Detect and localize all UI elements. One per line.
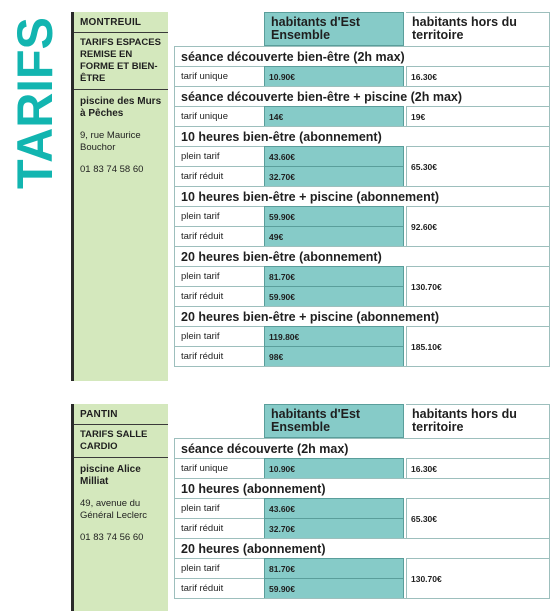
price-est-ensemble: 59.90€ <box>264 578 404 598</box>
row-label: plein tarif <box>174 266 264 286</box>
location-name: MONTREUIL <box>74 12 168 33</box>
price-hors: 130.70€ <box>406 558 550 598</box>
section-title: séance découverte (2h max) <box>174 438 550 458</box>
price-est-ensemble: 49€ <box>264 226 404 246</box>
row-group <box>174 206 550 246</box>
price-hors: 130.70€ <box>406 266 550 306</box>
row-label: tarif réduit <box>174 226 264 246</box>
price-est-ensemble: 59.90€ <box>264 206 404 226</box>
price-est-ensemble: 59.90€ <box>264 286 404 306</box>
row-label: plein tarif <box>174 146 264 166</box>
row-group <box>174 558 550 599</box>
price-hors: 16.30€ <box>406 458 550 478</box>
row-group <box>174 146 550 186</box>
price-est-ensemble: 98€ <box>264 346 404 366</box>
row-label: tarif unique <box>174 66 264 86</box>
row-label: tarif réduit <box>174 166 264 186</box>
price-est-ensemble: 43.60€ <box>264 498 404 518</box>
table-row <box>174 106 550 126</box>
section-title: séance découverte bien-être (2h max) <box>174 46 550 66</box>
row-label: tarif réduit <box>174 286 264 306</box>
row-label: plein tarif <box>174 498 264 518</box>
section-title: 20 heures bien-être + piscine (abonnement) <box>174 306 550 326</box>
table-row <box>174 458 550 478</box>
tariff-subtitle: TARIFS SALLE CARDIO <box>74 425 168 458</box>
price-est-ensemble: 10.90€ <box>264 66 404 86</box>
price-est-ensemble: 81.70€ <box>264 266 404 286</box>
montreuil-sidebar <box>71 12 168 381</box>
header-hors-territoire: habitants hors du territoire <box>406 12 550 46</box>
price-est-ensemble: 14€ <box>264 106 404 126</box>
price-hors: 65.30€ <box>406 146 550 186</box>
row-label: plein tarif <box>174 206 264 226</box>
price-est-ensemble: 81.70€ <box>264 558 404 578</box>
pool-address: 9, rue Maurice Bouchor <box>80 130 141 153</box>
price-hors: 65.30€ <box>406 498 550 538</box>
montreuil-price-table <box>174 12 550 367</box>
row-label: tarif réduit <box>174 518 264 538</box>
pool-phone: 01 83 74 58 60 <box>80 164 144 175</box>
section-title: 10 heures bien-être (abonnement) <box>174 126 550 146</box>
table-header <box>174 404 550 438</box>
page-title <box>6 12 63 189</box>
pool-phone: 01 83 74 56 60 <box>80 532 144 543</box>
tariff-subtitle: TARIFS ESPACES REMISE EN FORME ET BIEN-ÊTRE <box>74 33 168 90</box>
pantin-price-table <box>174 404 550 599</box>
price-est-ensemble: 32.70€ <box>264 518 404 538</box>
section-title: séance découverte bien-être + piscine (2h max) <box>174 86 550 106</box>
price-est-ensemble: 10.90€ <box>264 458 404 478</box>
section-title: 20 heures (abonnement) <box>174 538 550 558</box>
row-label: plein tarif <box>174 558 264 578</box>
header-est-ensemble: habitants d'Est Ensemble <box>264 12 404 46</box>
row-label: plein tarif <box>174 326 264 346</box>
pool-name: piscine Alice Milliat <box>80 464 141 487</box>
price-hors: 16.30€ <box>406 66 550 86</box>
row-group <box>174 326 550 367</box>
row-label: tarif unique <box>174 106 264 126</box>
row-label: tarif réduit <box>174 578 264 598</box>
section-title: 10 heures bien-être + piscine (abonnement) <box>174 186 550 206</box>
section-title: 20 heures bien-être (abonnement) <box>174 246 550 266</box>
pantin-sidebar <box>71 404 168 611</box>
row-group <box>174 498 550 538</box>
price-est-ensemble: 43.60€ <box>264 146 404 166</box>
section-title: 10 heures (abonnement) <box>174 478 550 498</box>
pool-name: piscine des Murs à Pêches <box>80 96 162 119</box>
price-est-ensemble: 32.70€ <box>264 166 404 186</box>
row-group <box>174 266 550 306</box>
header-est-ensemble: habitants d'Est Ensemble <box>264 404 404 438</box>
price-hors: 185.10€ <box>406 326 550 366</box>
page-title-text: TARIFS <box>7 12 63 189</box>
location-name: PANTIN <box>74 404 168 425</box>
price-est-ensemble: 119.80€ <box>264 326 404 346</box>
price-hors: 19€ <box>406 106 550 126</box>
table-header <box>174 12 550 46</box>
header-hors-territoire: habitants hors du territoire <box>406 404 550 438</box>
row-label: tarif unique <box>174 458 264 478</box>
price-hors: 92.60€ <box>406 206 550 246</box>
row-label: tarif réduit <box>174 346 264 366</box>
table-row <box>174 66 550 86</box>
pool-address: 49, avenue du Général Leclerc <box>80 498 148 521</box>
